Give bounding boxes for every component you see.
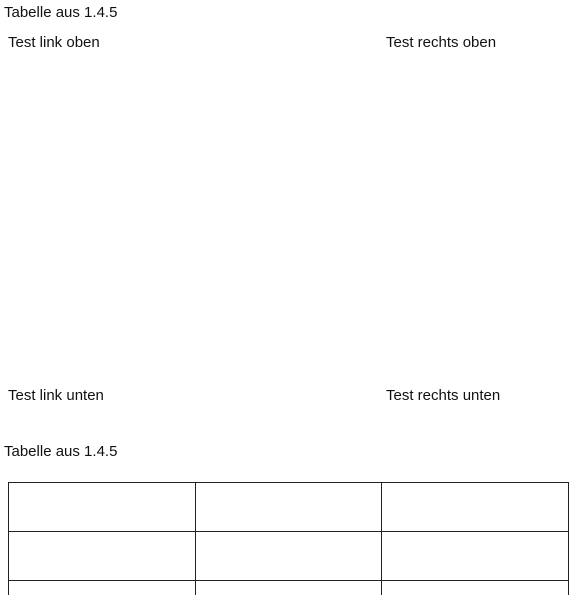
table-cell	[382, 532, 569, 581]
table-cell	[9, 581, 196, 595]
table-cell	[382, 581, 569, 595]
table-cell	[195, 581, 382, 595]
bordered-table	[8, 482, 569, 595]
table-cell	[195, 483, 382, 532]
table-row	[9, 532, 569, 581]
table-cell	[9, 483, 196, 532]
table-cell	[9, 532, 196, 581]
table-row	[9, 483, 569, 532]
cell-bottom-left: Test link unten	[8, 387, 104, 404]
cell-top-right: Test rechts oben	[386, 34, 497, 51]
heading-top: Tabelle aus 1.4.5	[4, 4, 118, 21]
table-cell	[382, 483, 569, 532]
table-row	[9, 581, 569, 595]
heading-bottom: Tabelle aus 1.4.5	[4, 443, 118, 460]
cell-top-left: Test link oben	[8, 34, 100, 51]
table-cell	[195, 532, 382, 581]
cell-bottom-right: Test rechts unten	[386, 387, 501, 404]
